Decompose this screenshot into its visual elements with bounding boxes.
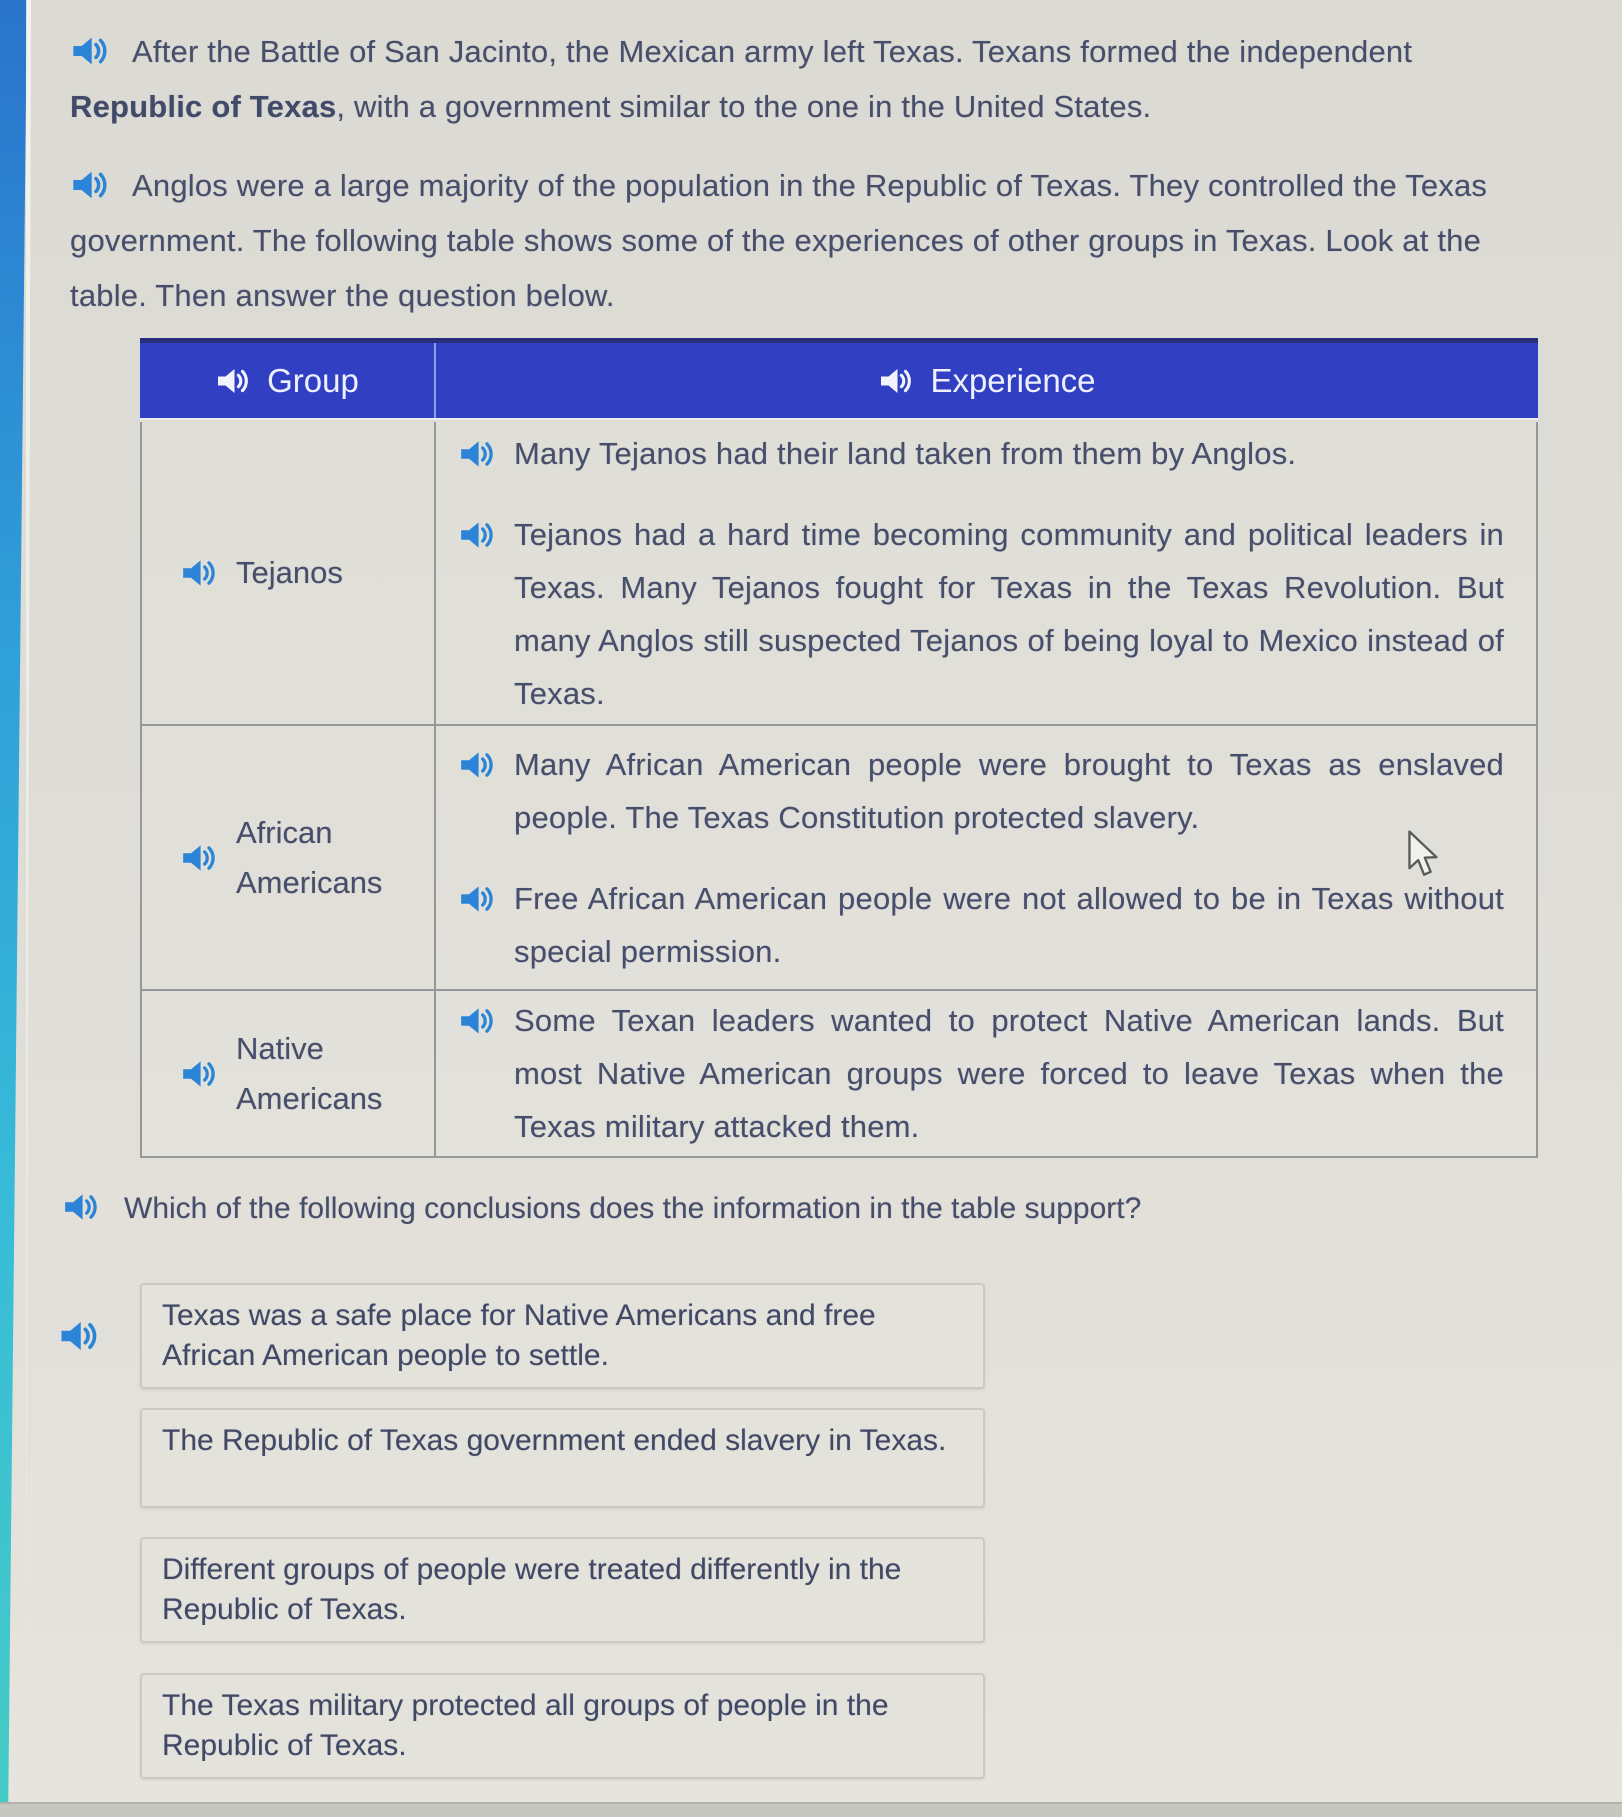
audio-icon[interactable] <box>180 839 218 877</box>
intro-text-1a: After the Battle of San Jacinto, the Mexican army left Texas. Texans formed the independent <box>132 34 1413 69</box>
answer-option-text: The Republic of Texas government ended slavery in Texas. <box>162 1424 947 1457</box>
group-cell-tejanos <box>142 422 436 724</box>
group-label: Native Americans <box>236 1030 383 1116</box>
audio-icon[interactable] <box>215 363 251 399</box>
experience-text: Tejanos had a hard time becoming community and political leaders in Texas. Many Tejanos fought for Texas in the Texas Revolution. But many Anglos still suspected Tejanos of being loyal to Mexico instead of Texas. <box>514 516 1504 711</box>
audio-icon[interactable] <box>58 1315 100 1357</box>
answer-option-text: The Texas military protected all groups of people in the Republic of Texas. <box>162 1689 889 1762</box>
audio-icon[interactable] <box>458 746 496 784</box>
answer-option-text: Texas was a safe place for Native Americans and free African American people to settle. <box>162 1299 876 1372</box>
header-group-label: Group <box>267 361 359 399</box>
group-label: African Americans <box>236 814 383 900</box>
intro-paragraph-2 <box>70 158 1540 323</box>
question-text: Which of the following conclusions does the information in the table support? <box>124 1192 1142 1225</box>
audio-icon[interactable] <box>70 165 110 205</box>
answer-option-3[interactable] <box>140 1537 985 1643</box>
experience-text: Some Texan leaders wanted to protect Native American lands. But most Native American groups were forced to leave Texas when the Texas military attacked them. <box>514 1003 1504 1144</box>
audio-icon[interactable] <box>180 1055 218 1093</box>
experience-text: Many Tejanos had their land taken from them by Anglos. <box>514 435 1297 471</box>
intro-text-1b: , with a government similar to the one in the United States. <box>336 89 1152 124</box>
experience-item <box>458 427 1504 480</box>
group-label: Tejanos <box>236 555 343 590</box>
audio-icon[interactable] <box>458 435 496 473</box>
experience-item <box>458 508 1504 720</box>
answer-option-4[interactable] <box>140 1673 985 1779</box>
table-header-group <box>140 343 436 418</box>
audio-icon[interactable] <box>62 1188 100 1226</box>
answer-option-2[interactable] <box>140 1408 985 1508</box>
experience-cell-african-americans <box>436 726 1544 989</box>
table-header-row <box>140 338 1538 418</box>
experience-text: Many African American people were brought to Texas as enslaved people. The Texas Constitution protected slavery. <box>514 746 1504 835</box>
intro-paragraph-1 <box>70 24 1540 134</box>
audio-icon[interactable] <box>458 880 496 918</box>
answer-option-text: Different groups of people were treated differently in the Republic of Texas. <box>162 1553 902 1626</box>
experience-text: Free African American people were not allowed to be in Texas without special permission. <box>514 880 1504 969</box>
table-row-native-americans <box>142 991 1536 1156</box>
table-body <box>140 422 1538 1158</box>
audio-icon[interactable] <box>70 31 110 71</box>
audio-icon[interactable] <box>878 363 914 399</box>
experience-item <box>458 994 1504 1153</box>
audio-icon[interactable] <box>180 554 218 592</box>
screen-edge-strip <box>0 0 27 1817</box>
audio-icon[interactable] <box>458 516 496 554</box>
experience-item <box>458 738 1504 844</box>
table-row-tejanos <box>142 422 1536 726</box>
experience-item <box>458 872 1504 978</box>
answer-option-1[interactable] <box>140 1283 985 1389</box>
group-cell-native-americans <box>142 991 436 1156</box>
experience-cell-tejanos <box>436 422 1544 724</box>
table-row-african-americans <box>142 726 1536 991</box>
screen-edge-highlight <box>26 0 31 1817</box>
group-cell-african-americans <box>142 726 436 989</box>
header-experience-label: Experience <box>930 361 1096 399</box>
table-header-experience <box>436 343 1538 418</box>
experience-table <box>140 338 1538 1158</box>
intro-text-1-bold: Republic of Texas <box>70 89 337 124</box>
screen-bottom-bezel <box>0 1802 1622 1817</box>
experience-cell-native-americans <box>436 991 1544 1156</box>
question-row <box>62 1188 1422 1230</box>
intro-text-2: Anglos were a large majority of the population in the Republic of Texas. They controlled the Texas government. The following table shows some of the experiences of other groups in Texas. Look at the table. Then answer the question below. <box>70 168 1488 313</box>
audio-icon[interactable] <box>458 1002 496 1040</box>
